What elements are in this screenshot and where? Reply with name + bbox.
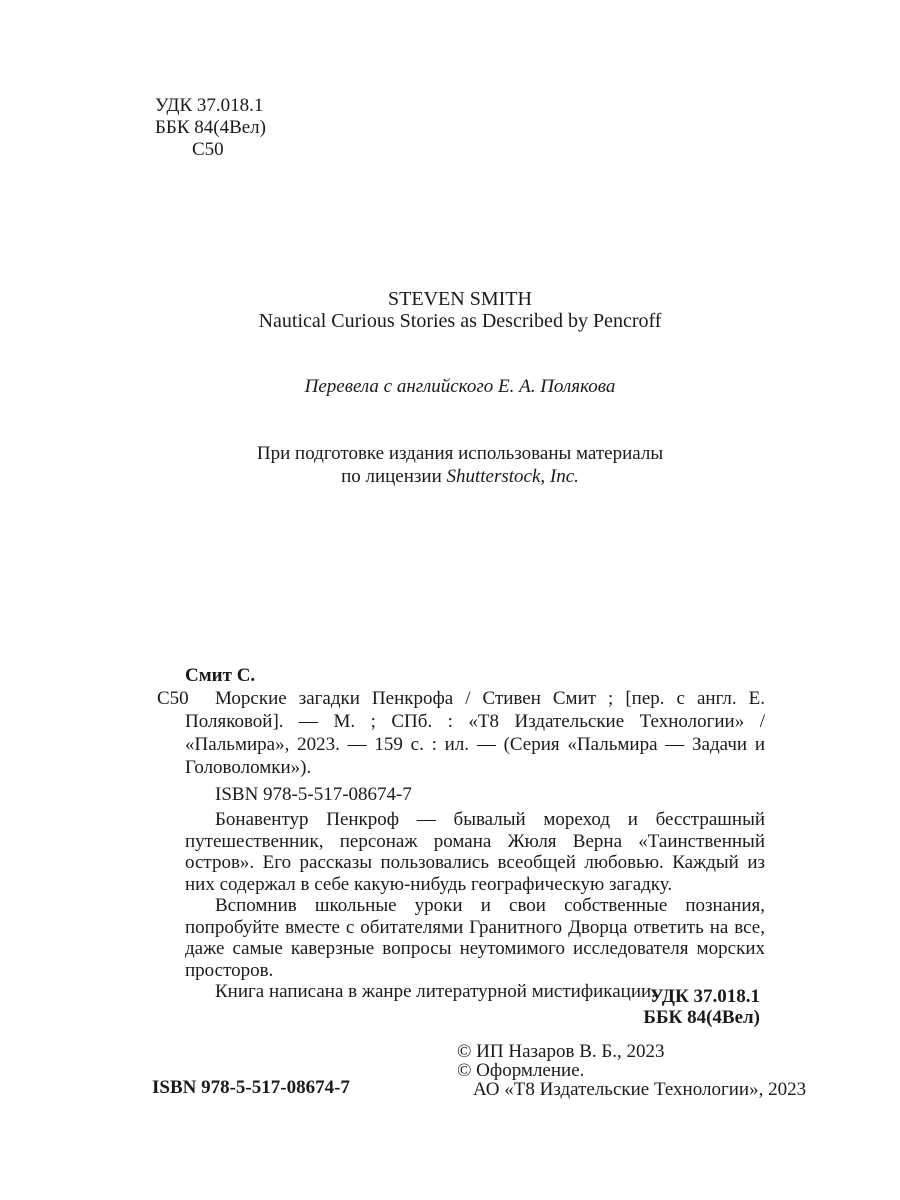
license-company-name: Shutterstock, Inc. [446,466,579,487]
catalog-author-heading: Смит С. [185,665,256,686]
bbk-code-bottom: ББК 84(4Вел) [643,1007,760,1028]
annotation-paragraph-2: Вспомнив школьные уроки и свои собственные познания, попробуйте вместе с обитателями Гранитного Дворца ответить на все, даже самые каверзные вопросы неутомимого исследователя морских просторов. [185,895,765,981]
license-line-2-prefix: по лицензии [341,466,447,487]
isbn-bottom: ISBN 978-5-517-08674-7 [152,1077,350,1098]
catalog-isbn: ISBN 978-5-517-08674-7 [215,784,412,805]
license-line-1: При подготовке издания использованы материалы [256,443,664,464]
translator-credit: Перевела с английского Е. А. Полякова [304,376,616,397]
author-sign-code: С50 [192,139,224,160]
catalog-author-code: С50 [157,688,189,709]
copyright-line-1: © ИП Назаров В. Б., 2023 [457,1041,665,1062]
copyright-block [457,1042,806,1099]
original-title: Nautical Curious Stories as Described by Pencroff [258,310,662,332]
license-line-2 [155,465,765,488]
bbk-code: ББК 84(4Вел) [155,117,266,138]
copyright-line-2: © Оформление. [457,1060,585,1081]
copyright-line-3: АО «Т8 Издательские Технологии», 2023 [473,1079,807,1100]
license-note [155,442,765,488]
original-author: STEVEN SMITH [388,288,532,310]
catalog-card [157,664,765,806]
annotation-paragraph-1: Бонавентур Пенкроф — бывалый мореход и бесстрашный путешественник, персонаж романа Жюля Верна «Таинственный остров». Его рассказы пользовались всеобщей любовью. Каждый из них содержал в себе какую-нибудь географическую загадку. [185,809,765,895]
title-block [155,288,765,332]
catalog-entry [157,687,765,779]
annotation [185,809,765,1003]
udc-code-bottom: УДК 37.018.1 [649,986,760,1007]
annotation-paragraph-3: Книга написана в жанре литературной мистификации. [215,981,656,1002]
bottom-bibliographic-codes [465,986,760,1028]
catalog-description: Морские загадки Пенкрофа / Стивен Смит ; [пер. с англ. Е. Поляковой]. — М. ; СПб. : «Т8 Издательские Технологии» / «Пальмира», 2023. — 159 с. : ил. — (Серия «Пальмира — Задачи и Головоломки»). [185,688,765,778]
top-bibliographic-codes [155,95,266,161]
udc-code: УДК 37.018.1 [155,95,264,116]
